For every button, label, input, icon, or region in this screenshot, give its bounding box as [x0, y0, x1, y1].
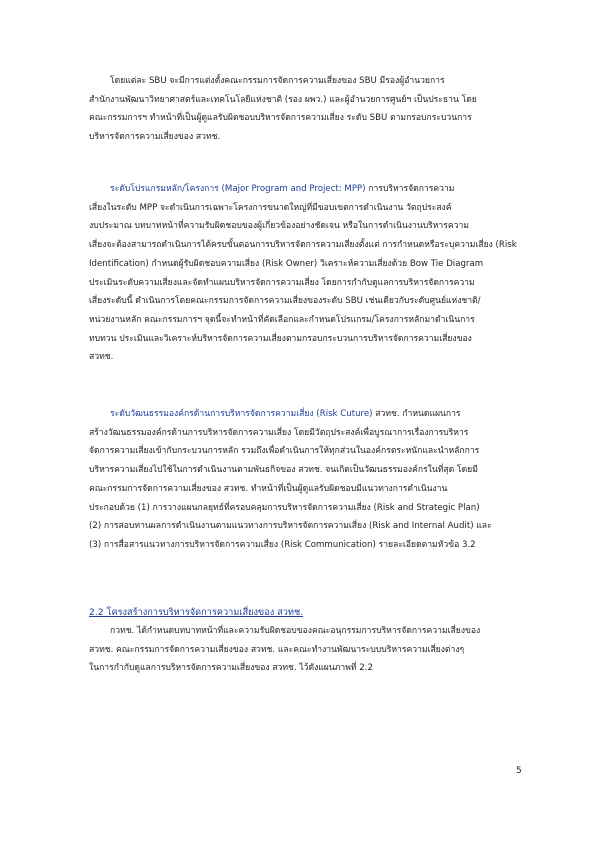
text-line: บริหารความเสี่ยงไปใช้ในการดำเนินงานตามพันธกิจของ สวทช. จนเกิดเป็นวัฒนธรรมองค์กรในที่สุด โดยมี — [89, 465, 478, 476]
highlight-term: ระดับโปรแกรมหลัก/โครงการ (Major Program and Project: MPP) — [110, 184, 366, 194]
text-line: เสี่ยงระดับนี้ ดำเนินการโดยคณะกรรมการจัดการความเสี่ยงของระดับ SBU เช่นเดียวกับระดับศูนย์แห่งชาติ/ — [89, 296, 481, 307]
text-line: คณะกรรมการจัดการความเสี่ยงของ สวทช. ทำหน้าที่เป็นผู้ดูแลรับผิดชอบมีแนวทางการดำเนินงาน — [89, 483, 448, 494]
text-line: กวทช. ได้กำหนดบทบาทหน้าที่และความรับผิดชอบของคณะอนุกรรมการบริหารจัดการความเสี่ยงของ — [110, 626, 481, 636]
text-line: โดยแต่ละ SBU จะมีการแต่งตั้งคณะกรรมการจัดการความเสี่ยงของ SBU มีรองผู้อำนวยการ — [110, 76, 445, 86]
text-line: งบประมาณ บทบาทหน้าที่ความรับผิดชอบของผู้เกี่ยวข้องอย่างชัดเจน หรือในการดำเนินงานบริหารความ — [89, 221, 469, 232]
paragraph-3 — [89, 405, 521, 555]
text-line: Identification) กำหนดผู้รับผิดชอบความเสี่ยง (Risk Owner) วิเคราะห์ความเสี่ยงด้วย Bow Tie Diagram — [89, 258, 484, 269]
text-line: จัดการความเสี่ยงเข้ากับกระบวนการหลัก รวมถึงเพื่อดำเนินการให้ทุกส่วนในองค์กรตระหนักและนำหลักการ — [89, 446, 480, 457]
page-number: 5 — [516, 766, 522, 776]
text-line-rest: การบริหารจัดการความ — [365, 184, 455, 194]
text-line: คณะกรรมการฯ ทำหน้าที่เป็นผู้ดูแลรับผิดชอบบริหารจัดการความเสี่ยง ระดับ SBU ตามกรอบกระบวนการ — [89, 113, 472, 124]
text-line — [89, 180, 521, 199]
text-line: เสี่ยงจะต้องสามารถดำเนินการได้ครบขั้นตอนการบริหารจัดการความเสี่ยงตั้งแต่ การกำหนดหรือระบุความเสี่ยง (Risk — [89, 240, 517, 251]
text-line: สวทช. — [89, 352, 114, 363]
text-line: สร้างวัฒนธรรมองค์กรด้านการบริหารจัดการความเสี่ยง โดยมีวัตถุประสงค์เพื่อบูรณาการเรื่องการบริหาร — [89, 427, 469, 438]
text-line: ประกอบด้วย (1) การวางแผนกลยุทธ์ที่ครอบคลุมการบริหารจัดการความเสี่ยง (Risk and Strategic Plan) — [89, 502, 480, 513]
text-line: (3) การสื่อสารแนวทางการบริหารจัดการความเสี่ยง (Risk Communication) รายละเอียดตามหัวข้อ 3.2 — [89, 539, 476, 550]
text-line: สวทช. คณะกรรมการจัดการความเสี่ยงของ สวทช. และคณะทำงานพัฒนาระบบบริหารความเสี่ยงต่างๆ — [89, 644, 465, 655]
text-line: เสี่ยงในระดับ MPP จะดำเนินการเฉพาะโครงการขนาดใหญ่ที่มีขอบเขตการดำเนินงาน วัตถุประสงค์ — [89, 202, 452, 213]
text-line: หน่วยงานหลัก คณะกรรมการฯ จุดนี้จะทำหน้าที่คัดเลือกและกำหนดโปรแกรม/โครงการหลักมาดำเนินการ — [89, 314, 475, 325]
text-line: บริหารจัดการความเสี่ยงของ สวทช. — [89, 132, 221, 143]
paragraph-1 — [89, 72, 521, 147]
text-line-rest: สวทช. กำหนดแผนการ — [372, 409, 461, 419]
text-line — [89, 405, 521, 424]
text-line: สำนักงานพัฒนาวิทยาศาสตร์และเทคโนโลยีแห่งชาติ (รอง ผพว.) และผู้อำนวยการศูนย์ฯ เป็นประธาน โดย — [89, 94, 477, 105]
section-heading: 2.2 โครงสร้างการบริหารจัดการความเสี่ยงของ สวทช. — [89, 607, 304, 618]
paragraph-2 — [89, 180, 521, 367]
text-line: ประเมินระดับความเสี่ยงและจัดทำแผนบริหารจัดการความเสี่ยง โดยการกำกับดูแลการบริหารจัดการความ — [89, 277, 475, 288]
highlight-term: ระดับวัฒนธรรมองค์กรด้านการบริหารจัดการความเสี่ยง (Risk Cuture) — [110, 409, 373, 419]
text-line: ในการกำกับดูแลการบริหารจัดการความเสี่ยงของ สวทช. ไว้ดังแผนภาพที่ 2.2 — [89, 663, 373, 674]
text-line: (2) การสอบทานผลการดำเนินงานตามแนวทางการบริหารจัดการความเสี่ยง (Risk and Internal Audit) และ — [89, 521, 492, 532]
paragraph-4 — [89, 622, 521, 678]
text-line: ทบทวน ประเมินและวิเคราะห์บริหารจัดการความเสี่ยงตามกรอบกระบวนการบริหารจัดการความเสี่ยงของ — [89, 333, 472, 344]
